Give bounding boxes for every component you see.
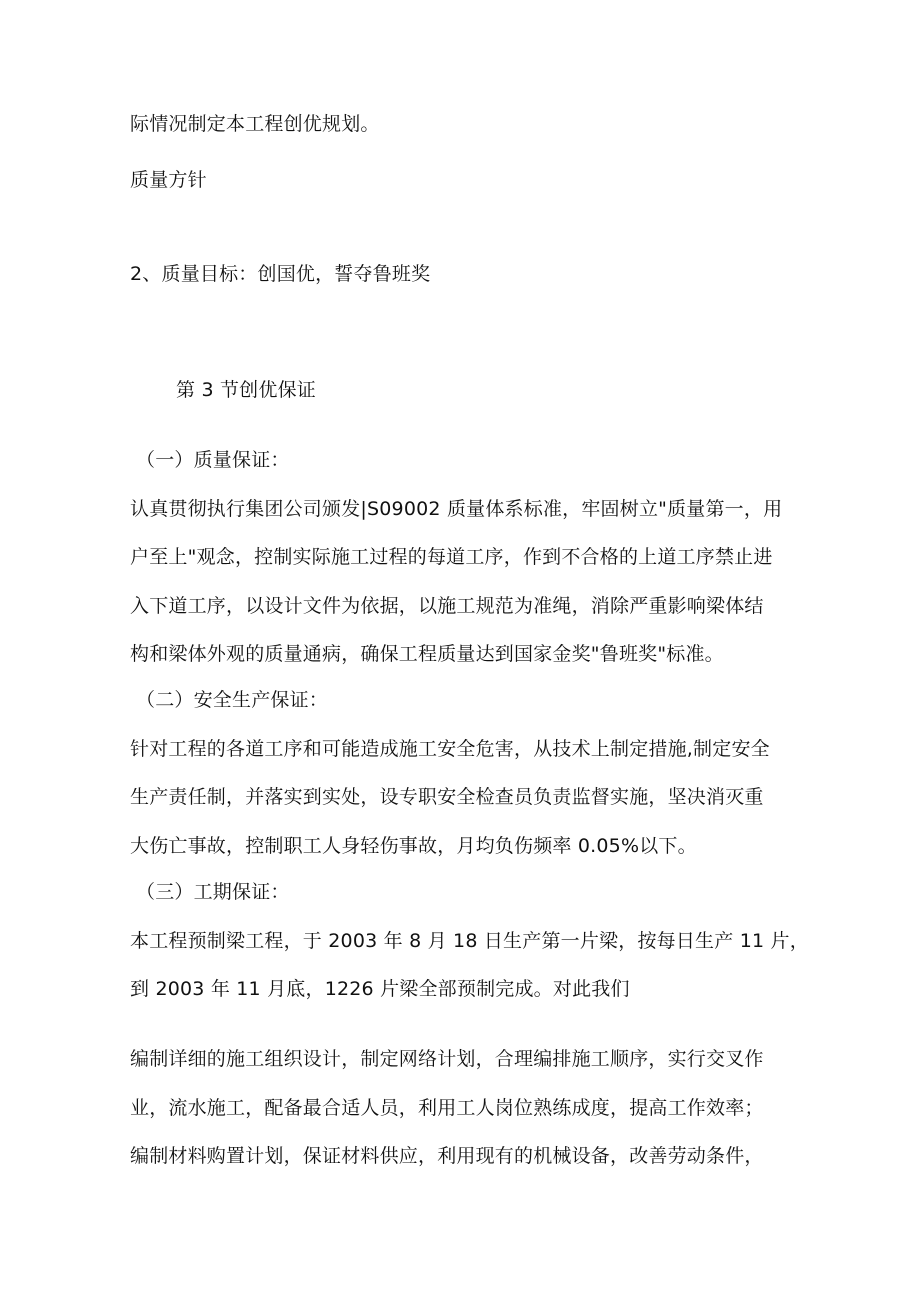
paragraph-line: 编制材料购置计划，保证材料供应，利用现有的机械设备，改善劳动条件， <box>130 1145 764 1167</box>
subsection-heading-quality: （一）质量保证： <box>136 449 290 471</box>
paragraph-line: 到 2003 年 11 月底，1226 片梁全部预制完成。对此我们 <box>130 978 630 1000</box>
quality-policy-heading: 质量方针 <box>130 169 207 191</box>
paragraph-line: 认真贯彻执行集团公司颁发|S09002 质量体系标准，牢固树立"质量第一，用 <box>130 498 783 520</box>
paragraph-line: 针对工程的各道工序和可能造成施工安全危害，从技术上制定措施,制定安全 <box>130 738 770 760</box>
intro-tail-text: 际情况制定本工程创优规划。 <box>130 113 380 135</box>
quality-goal-text: 2、质量目标：创国优，誓夺鲁班奖 <box>130 263 431 285</box>
paragraph-line: 入下道工序，以设计文件为依据，以施工规范为准绳，消除严重影响梁体结 <box>130 595 764 617</box>
section-title: 第 3 节创优保证 <box>176 379 316 401</box>
paragraph-line: 大伤亡事故，控制职工人身轻伤事故，月均负伤频率 0.05%以下。 <box>130 835 697 857</box>
subsection-heading-schedule: （三）工期保证： <box>136 881 290 903</box>
paragraph-line: 编制详细的施工组织设计，制定网络计划，合理编排施工顺序，实行交叉作 <box>130 1048 764 1070</box>
subsection-heading-safety: （二）安全生产保证： <box>136 689 329 711</box>
paragraph-line: 本工程预制梁工程，于 2003 年 8 月 18 日生产第一片梁，按每日生产 11 片， <box>130 930 809 952</box>
paragraph-line: 构和梁体外观的质量通病，确保工程质量达到国家金奖"鲁班奖"标准。 <box>130 643 724 665</box>
paragraph-line: 业，流水施工，配备最合适人员，利用工人岗位熟练成度，提高工作效率； <box>130 1097 764 1119</box>
paragraph-line: 生产责任制，并落实到实处，设专职安全检查员负责监督实施，坚决消灭重 <box>130 786 764 808</box>
paragraph-line: 户至上"观念，控制实际施工过程的每道工序，作到不合格的上道工序禁止进 <box>130 546 773 568</box>
